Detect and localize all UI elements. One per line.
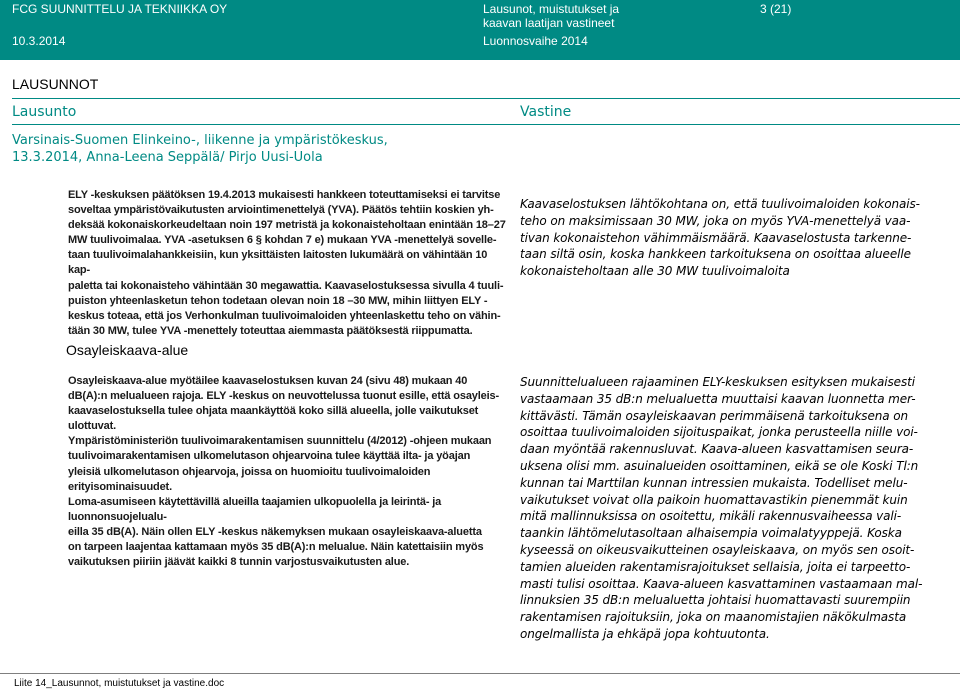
plan-phase: Luonnosvaihe 2014 bbox=[483, 34, 588, 48]
footer-filename: Liite 14_Lausunnot, muistutukset ja vastine.doc bbox=[14, 678, 225, 689]
quote-line: taan tuulivoimalahankkeisiin, kun yksittäisten laitosten lukumäärä on vähintään 10 kap- bbox=[68, 249, 488, 277]
company-name: FCG SUUNNITTELU JA TEKNIIKKA OY bbox=[12, 2, 228, 16]
quote-line: Loma-asumiseen käytettävillä alueilla taajamien ulkopuolella ja leirintä- ja luonnonsuojelualu- bbox=[68, 495, 442, 523]
response-line: linnuksien 35 dB:n melualuetta johtaisi huomattavasti suurempiin bbox=[520, 593, 911, 608]
response-line: kyseessä on oikeusvaikutteinen osayleiskaava, on myös sen osoit- bbox=[520, 542, 915, 557]
response-line: Kaavaselostuksen lähtökohtana on, että tuulivoimaloiden kokonais- bbox=[520, 197, 920, 211]
response-line: kittävästi. Tämän osayleiskaavan perimmäisenä tarkoituksena on bbox=[520, 408, 908, 423]
quote-line: puiston yhteenlasketun tehon todetaan olevan noin 18 –30 MW, mihin liittyen ELY - bbox=[68, 294, 488, 307]
response-line: taan siltä osin, koska hankkeen tarkoituksena on osoittaa alueelle bbox=[520, 247, 911, 262]
statement-quote-plan-area bbox=[68, 374, 508, 570]
response-line: masti tulisi osoittaa. Kaava-alueen kasvattaminen vastaamaan mal- bbox=[520, 576, 923, 591]
response-line: tamien alueiden rakentamisrajoitukset sellaisia, joita ei tarpeetto- bbox=[520, 559, 911, 574]
quote-line: soveltaa ympäristövaikutusten arviointimenettelyä (YVA). Päätös tehtiin koskien yh- bbox=[68, 204, 494, 217]
quote-line: Osayleiskaava-alue myötäilee kaavaselostuksen kuvan 24 (sivu 48) mukaan 40 bbox=[68, 375, 468, 387]
response-line: kokonaisteholtaan alle 30 MW tuulivoimaloita bbox=[520, 264, 790, 279]
column-heading-response: Vastine bbox=[520, 104, 572, 120]
subsection-title: Osayleiskaava-alue bbox=[66, 342, 189, 358]
quote-line: tuulivoimarakentamisen ulkomelutason ohjearvoina tulee käyttää ilta- ja yöajan bbox=[68, 450, 471, 463]
quote-line: dB(A):n melualueen rajoja. ELY -keskus on neuvottelussa tuonut esille, että osayleis- bbox=[68, 390, 500, 403]
quote-line: yleisiä ulkomelutason ohjearvoja, joissa on huomioitu tuulivoimaloiden erityisominaisuudet. bbox=[68, 465, 431, 493]
quote-line: Ympäristöministeriön tuulivoimarakentamisen suunnittelu (4/2012) -ohjeen mukaan bbox=[68, 435, 492, 448]
quote-line: eilla 35 dB(A). Näin ollen ELY -keskus näkemyksen mukaan osayleiskaava-aluetta bbox=[68, 525, 482, 538]
response-line: tivan kokonaistehon vähimmäismäärä. Kaavaselostusta tarkenne- bbox=[520, 230, 912, 245]
quote-line: vaikutuksen piiriin jäävät kaikki 8 tunnin varjostusvaikutusten alue. bbox=[68, 556, 410, 569]
response-line: teho on maksimissaan 30 MW, joka on myös YVA-menettelyä vaa- bbox=[520, 213, 911, 228]
response-line: osoittaa tuulivoimaloiden sijoituspaikat, jonka perusteella niille voi- bbox=[520, 425, 918, 440]
response-line: taankin lähtömelutasoltaan alhaisempia voimalatyyppejä. Koska bbox=[520, 526, 902, 541]
quote-line: keskus toteaa, että jos Verhonkulman tuulivoimaloiden yhteenlaskettu teho on vähin- bbox=[68, 309, 501, 322]
quote-line: on tarpeen laajentaa kattamaan myös 35 dB(A):n melualue. Näin katettaisiin myös bbox=[68, 541, 484, 554]
quote-line: deksää kokonaiskorkeudeltaan noin 197 metristä ja kokonaisteholtaan enintään 18–27 bbox=[68, 219, 506, 232]
response-line: vastaamaan 35 dB:n melualuetta muuttaisi kaavan luonnetta mer- bbox=[520, 391, 916, 406]
sender-line: Varsinais-Suomen Elinkeino-, liikenne ja ympäristökeskus, bbox=[12, 133, 388, 148]
document-date: 10.3.2014 bbox=[12, 34, 66, 48]
quote-line: paletta tai kokonaisteho vähintään 30 megawattia. Kaavaselostuksessa sivulla 4 tuuli- bbox=[68, 279, 504, 292]
response-line: uksena olisi mm. asuinalueiden osoittaminen, eikä se ole Koski Tl:n bbox=[520, 458, 919, 473]
statement-quote-yva bbox=[68, 188, 508, 339]
response-line: kunnan tai Marttilan kunnan intressien mukaista. Todelliset melu- bbox=[520, 475, 908, 490]
response-line: ongelmallista ja ehkäpä jopa kohtuutonta. bbox=[520, 626, 770, 641]
quote-line: tään 30 MW, tulee YVA -menettely toteuttaa aiemmasta päätöksestä riippumatta. bbox=[68, 324, 473, 337]
section-title: LAUSUNNOT bbox=[12, 76, 99, 92]
response-line: rakentamisen rajoituksiin, joka on maanomistajien näkökulmasta bbox=[520, 610, 907, 625]
sender-line: 13.3.2014, Anna-Leena Seppälä/ Pirjo Uusi-Uola bbox=[12, 150, 323, 165]
page-number: 3 (21) bbox=[760, 2, 792, 16]
response-yva bbox=[520, 196, 952, 280]
footer-divider bbox=[0, 673, 960, 674]
response-line: daan myöntää rakennusluvat. Kaava-alueen kasvattamisen seura- bbox=[520, 442, 914, 457]
column-heading-statement: Lausunto bbox=[12, 104, 77, 120]
quote-line: MW tuulivoimalaa. YVA -asetuksen 6 § kohdan 7 e) mukaan YVA -menettelyä sovelle- bbox=[68, 234, 497, 247]
statement-sender bbox=[12, 132, 388, 166]
quote-line: kaavaselostuksella tulee ohjata maankäyttöä koko sillä alueella, jolle vaikutukset ulottuvat. bbox=[68, 405, 479, 433]
section-divider bbox=[12, 98, 960, 99]
quote-line: ELY -keskuksen päätöksen 19.4.2013 mukaisesti hankkeen toteuttamiseksi ei tarvitse bbox=[68, 189, 501, 201]
response-line: vaikutukset voivat olla paikoin huomattavastikin pienemmät kuin bbox=[520, 492, 908, 507]
response-plan-area bbox=[520, 374, 952, 643]
response-line: Suunnittelualueen rajaaminen ELY-keskuksen esityksen mukaisesti bbox=[520, 375, 915, 389]
column-heading-divider bbox=[12, 124, 960, 125]
response-line: mitä mallinnuksissa on osoitettu, mikäli rakennusvaiheessa vali- bbox=[520, 509, 902, 524]
document-title-line1: Lausunot, muistutukset ja bbox=[483, 2, 620, 16]
document-title-line2: kaavan laatijan vastineet bbox=[483, 16, 615, 30]
